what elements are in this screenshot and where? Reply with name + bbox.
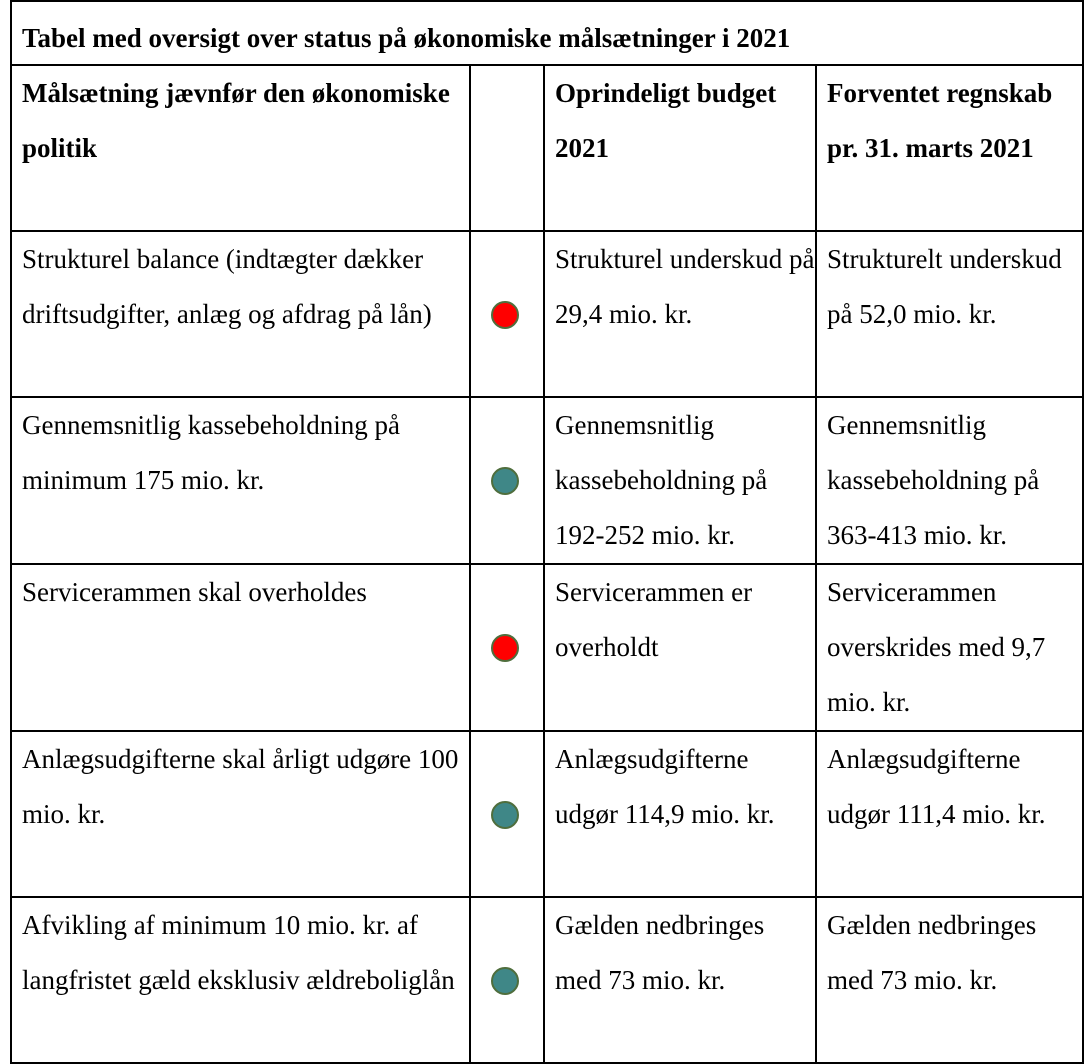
header-status — [470, 65, 544, 231]
table-row — [11, 897, 1083, 1063]
budget-cell: Gennemsnitlig kassebeholdning på 192-252 mio. kr. — [544, 397, 816, 564]
forecast-cell: Anlægsudgifterne udgør 111,4 mio. kr. — [816, 731, 1083, 897]
budget-cell: Strukturel underskud på 29,4 mio. kr. — [544, 231, 816, 397]
status-indicator-icon — [491, 801, 519, 829]
budget-cell: Anlægsudgifterne udgør 114,9 mio. kr. — [544, 731, 816, 897]
goal-cell: Anlægsudgifterne skal årligt udgøre 100 mio. kr. — [11, 731, 470, 897]
status-indicator-icon — [491, 301, 519, 329]
budget-cell: Gælden nedbringes med 73 mio. kr. — [544, 897, 816, 1063]
status-table — [10, 0, 1084, 1064]
forecast-cell: Gennemsnitlig kassebeholdning på 363-413 mio. kr. — [816, 397, 1083, 564]
status-cell — [470, 397, 544, 564]
status-cell — [470, 231, 544, 397]
status-indicator-icon — [491, 967, 519, 995]
status-cell — [470, 731, 544, 897]
table-row — [11, 397, 1083, 564]
table-title: Tabel med oversigt over status på økonomiske målsætninger i 2021 — [11, 1, 1083, 65]
header-budget: Oprindeligt budget 2021 — [544, 65, 816, 231]
header-goal: Målsætning jævnfør den økonomiske politik — [11, 65, 470, 231]
status-cell — [470, 897, 544, 1063]
status-cell — [470, 564, 544, 731]
header-forecast: Forventet regnskab pr. 31. marts 2021 — [816, 65, 1083, 231]
status-indicator-icon — [491, 467, 519, 495]
goal-cell: Afvikling af minimum 10 mio. kr. af langfristet gæld eksklusiv ældreboliglån — [11, 897, 470, 1063]
forecast-cell: Strukturelt underskud på 52,0 mio. kr. — [816, 231, 1083, 397]
budget-cell: Servicerammen er overholdt — [544, 564, 816, 731]
goal-cell: Strukturel balance (indtægter dækker driftsudgifter, anlæg og afdrag på lån) — [11, 231, 470, 397]
table-row — [11, 731, 1083, 897]
table-row — [11, 231, 1083, 397]
goal-cell: Servicerammen skal overholdes — [11, 564, 470, 731]
goal-cell: Gennemsnitlig kassebeholdning på minimum 175 mio. kr. — [11, 397, 470, 564]
forecast-cell: Servicerammen overskrides med 9,7 mio. kr. — [816, 564, 1083, 731]
forecast-cell: Gælden nedbringes med 73 mio. kr. — [816, 897, 1083, 1063]
table-row — [11, 564, 1083, 731]
status-indicator-icon — [491, 634, 519, 662]
